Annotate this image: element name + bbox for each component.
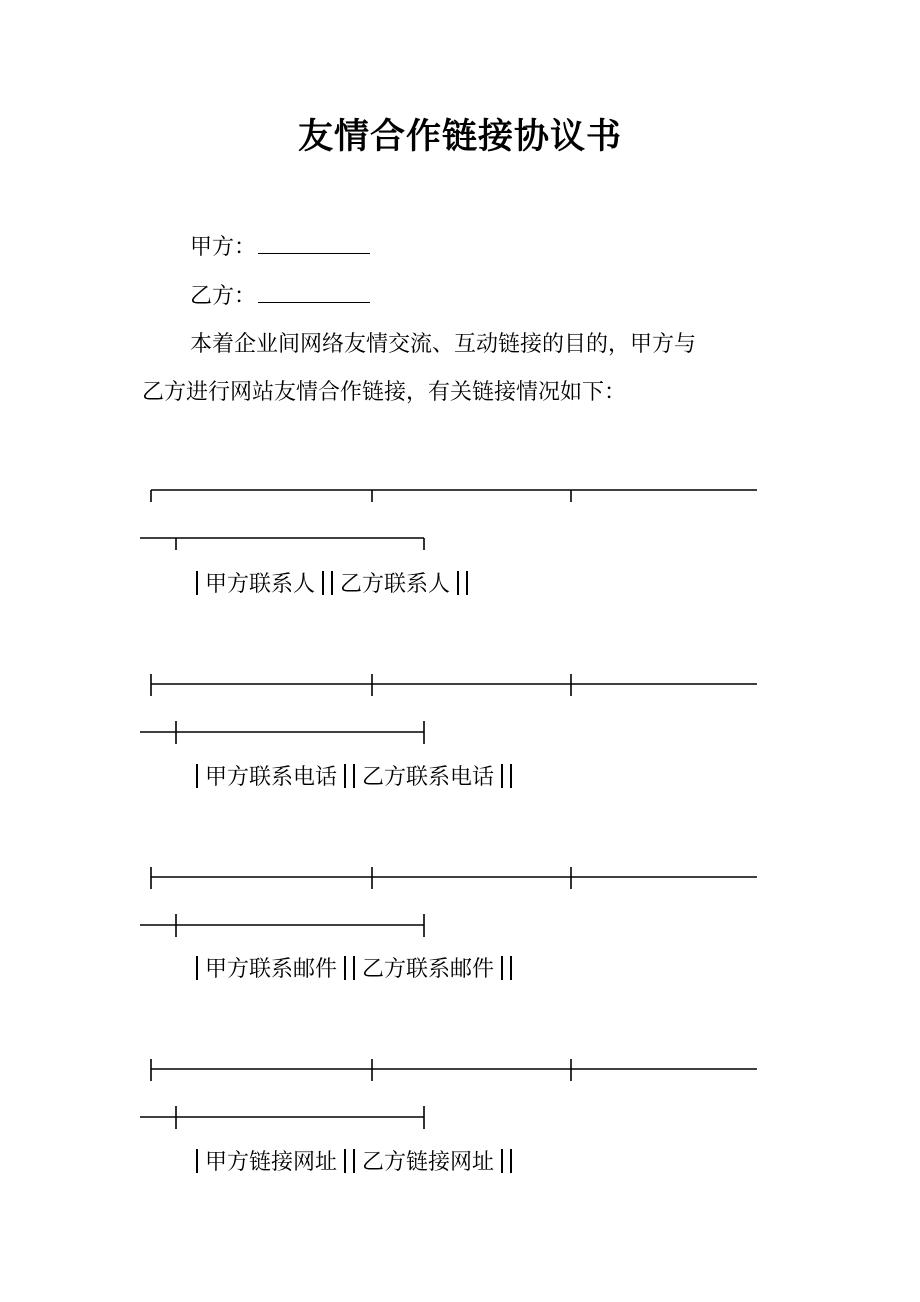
table-row-separator bbox=[0, 865, 920, 939]
table-row bbox=[196, 762, 519, 794]
party-a-email-label: 甲方联系邮件 bbox=[205, 957, 338, 982]
table-row bbox=[196, 569, 475, 601]
party-b-email-label: 乙方联系邮件 bbox=[362, 957, 495, 982]
party-a-blank[interactable] bbox=[258, 233, 370, 254]
table-row bbox=[196, 954, 519, 986]
table-row-separator bbox=[0, 672, 920, 746]
party-a-label: 甲方： bbox=[190, 235, 257, 260]
party-b-blank[interactable] bbox=[258, 282, 370, 303]
party-b-line bbox=[190, 281, 370, 313]
party-a-line bbox=[190, 232, 370, 264]
intro-paragraph-line-1: 本着企业间网络友情交流、互动链接的目的，甲方与 bbox=[190, 332, 697, 357]
table-row bbox=[196, 1147, 519, 1179]
party-b-contact-label: 乙方联系人 bbox=[340, 572, 451, 597]
party-a-url-label: 甲方链接网址 bbox=[205, 1150, 338, 1175]
party-a-contact-label: 甲方联系人 bbox=[205, 572, 316, 597]
party-b-label: 乙方： bbox=[190, 284, 257, 309]
table-row-separator bbox=[0, 1057, 920, 1131]
intro-paragraph-line-2: 乙方进行网站友情合作链接，有关链接情况如下： bbox=[142, 380, 627, 405]
party-b-url-label: 乙方链接网址 bbox=[362, 1150, 495, 1175]
party-b-phone-label: 乙方联系电话 bbox=[362, 765, 495, 790]
table-top-border bbox=[0, 480, 920, 550]
party-a-phone-label: 甲方联系电话 bbox=[205, 765, 338, 790]
document-title: 友情合作链接协议书 bbox=[297, 116, 622, 157]
